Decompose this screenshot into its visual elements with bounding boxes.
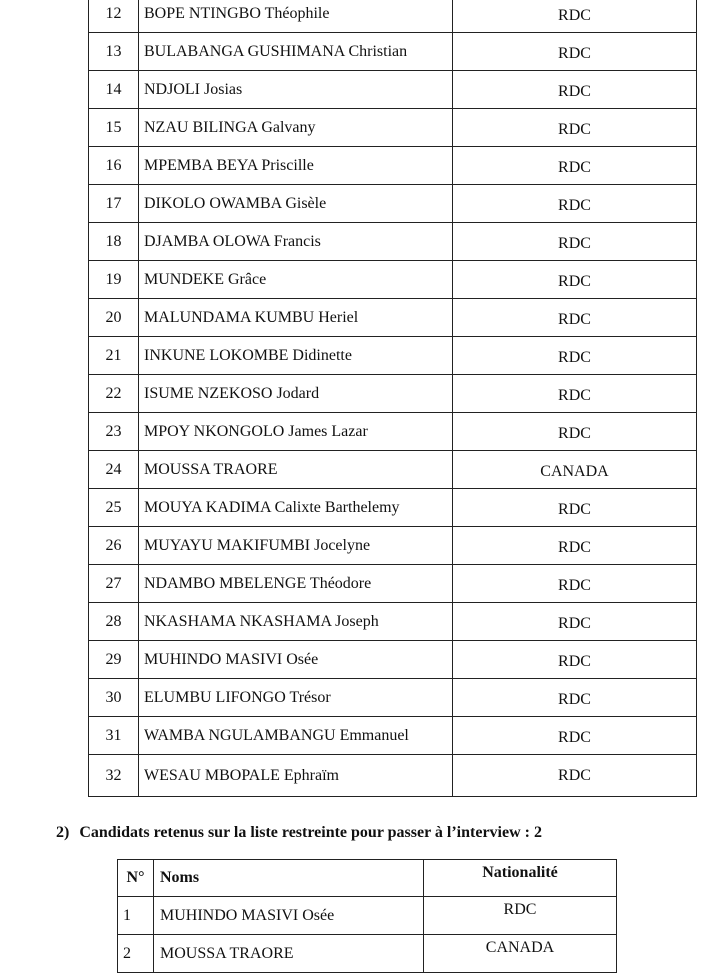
candidate-name: NDAMBO MBELENGE Théodore: [139, 565, 453, 603]
candidate-name: ISUME NZEKOSO Jodard: [139, 375, 453, 413]
candidates-table: [88, 0, 697, 797]
table-row: [89, 755, 697, 797]
table-row: [89, 527, 697, 565]
table-row: [89, 0, 697, 33]
row-number: 30: [89, 679, 139, 717]
row-number: 25: [89, 489, 139, 527]
table-row: [89, 71, 697, 109]
row-number: 21: [89, 337, 139, 375]
row-number: 2: [118, 935, 154, 973]
table-row: [89, 185, 697, 223]
candidate-name: BOPE NTINGBO Théophile: [139, 0, 453, 33]
table-row: [89, 109, 697, 147]
table-row: [118, 897, 617, 935]
nationality: RDC: [453, 375, 697, 413]
nationality: RDC: [453, 71, 697, 109]
table-row: [89, 603, 697, 641]
table-row: [89, 565, 697, 603]
nationality: RDC: [453, 261, 697, 299]
row-number: 28: [89, 603, 139, 641]
header-number: N°: [118, 860, 154, 897]
nationality: RDC: [453, 0, 697, 33]
table-row: [89, 641, 697, 679]
shortlist-header-row: [118, 860, 617, 897]
candidate-name: MPOY NKONGOLO James Lazar: [139, 413, 453, 451]
candidate-name: ELUMBU LIFONGO Trésor: [139, 679, 453, 717]
row-number: 31: [89, 717, 139, 755]
candidate-name: WESAU MBOPALE Ephraïm: [139, 755, 453, 797]
nationality: RDC: [453, 565, 697, 603]
section-heading: [56, 824, 542, 842]
row-number: 14: [89, 71, 139, 109]
nationality: RDC: [453, 679, 697, 717]
table-row: [89, 679, 697, 717]
table-row: [89, 337, 697, 375]
nationality: CANADA: [453, 451, 697, 489]
shortlist-table: [117, 859, 617, 973]
nationality: RDC: [453, 641, 697, 679]
candidate-name: MUNDEKE Grâce: [139, 261, 453, 299]
nationality: RDC: [453, 337, 697, 375]
table-row: [89, 413, 697, 451]
row-number: 1: [118, 897, 154, 935]
nationality: RDC: [453, 109, 697, 147]
row-number: 12: [89, 0, 139, 33]
section-title: Candidats retenus sur la liste restreinte pour passer à l’interview : 2: [79, 824, 542, 841]
nationality: RDC: [453, 223, 697, 261]
table-row: [89, 261, 697, 299]
candidate-name: WAMBA NGULAMBANGU Emmanuel: [139, 717, 453, 755]
row-number: 15: [89, 109, 139, 147]
table-row: [89, 299, 697, 337]
candidate-name: DJAMBA OLOWA Francis: [139, 223, 453, 261]
table-row: [89, 375, 697, 413]
nationality: RDC: [453, 603, 697, 641]
row-number: 22: [89, 375, 139, 413]
candidate-name: NDJOLI Josias: [139, 71, 453, 109]
header-names: Noms: [154, 860, 424, 897]
candidate-name: NKASHAMA NKASHAMA Joseph: [139, 603, 453, 641]
row-number: 18: [89, 223, 139, 261]
row-number: 27: [89, 565, 139, 603]
candidate-name: INKUNE LOKOMBE Didinette: [139, 337, 453, 375]
table-row: [89, 489, 697, 527]
candidates-table-body: [89, 0, 697, 797]
section-index: 2): [56, 824, 70, 841]
candidate-name: MALUNDAMA KUMBU Heriel: [139, 299, 453, 337]
nationality: RDC: [424, 897, 617, 935]
nationality: RDC: [453, 299, 697, 337]
header-nationality: Nationalité: [424, 860, 617, 897]
candidate-name: MOUYA KADIMA Calixte Barthelemy: [139, 489, 453, 527]
row-number: 26: [89, 527, 139, 565]
nationality: RDC: [453, 755, 697, 797]
row-number: 19: [89, 261, 139, 299]
row-number: 32: [89, 755, 139, 797]
candidate-name: BULABANGA GUSHIMANA Christian: [139, 33, 453, 71]
table-row: [89, 451, 697, 489]
candidate-name: DIKOLO OWAMBA Gisèle: [139, 185, 453, 223]
nationality: RDC: [453, 489, 697, 527]
nationality: RDC: [453, 413, 697, 451]
row-number: 20: [89, 299, 139, 337]
shortlist-table-body: [118, 897, 617, 973]
row-number: 23: [89, 413, 139, 451]
candidate-name: MOUSSA TRAORE: [139, 451, 453, 489]
row-number: 16: [89, 147, 139, 185]
candidate-name: MPEMBA BEYA Priscille: [139, 147, 453, 185]
table-row: [89, 223, 697, 261]
row-number: 13: [89, 33, 139, 71]
nationality: CANADA: [424, 935, 617, 973]
nationality: RDC: [453, 33, 697, 71]
table-row: [89, 717, 697, 755]
table-row: [118, 935, 617, 973]
row-number: 24: [89, 451, 139, 489]
row-number: 29: [89, 641, 139, 679]
table-row: [89, 147, 697, 185]
candidate-name: NZAU BILINGA Galvany: [139, 109, 453, 147]
candidate-name: MUHINDO MASIVI Osée: [139, 641, 453, 679]
nationality: RDC: [453, 147, 697, 185]
candidate-name: MUYAYU MAKIFUMBI Jocelyne: [139, 527, 453, 565]
nationality: RDC: [453, 717, 697, 755]
table-row: [89, 33, 697, 71]
candidate-name: MOUSSA TRAORE: [154, 935, 424, 973]
nationality: RDC: [453, 185, 697, 223]
row-number: 17: [89, 185, 139, 223]
nationality: RDC: [453, 527, 697, 565]
candidate-name: MUHINDO MASIVI Osée: [154, 897, 424, 935]
